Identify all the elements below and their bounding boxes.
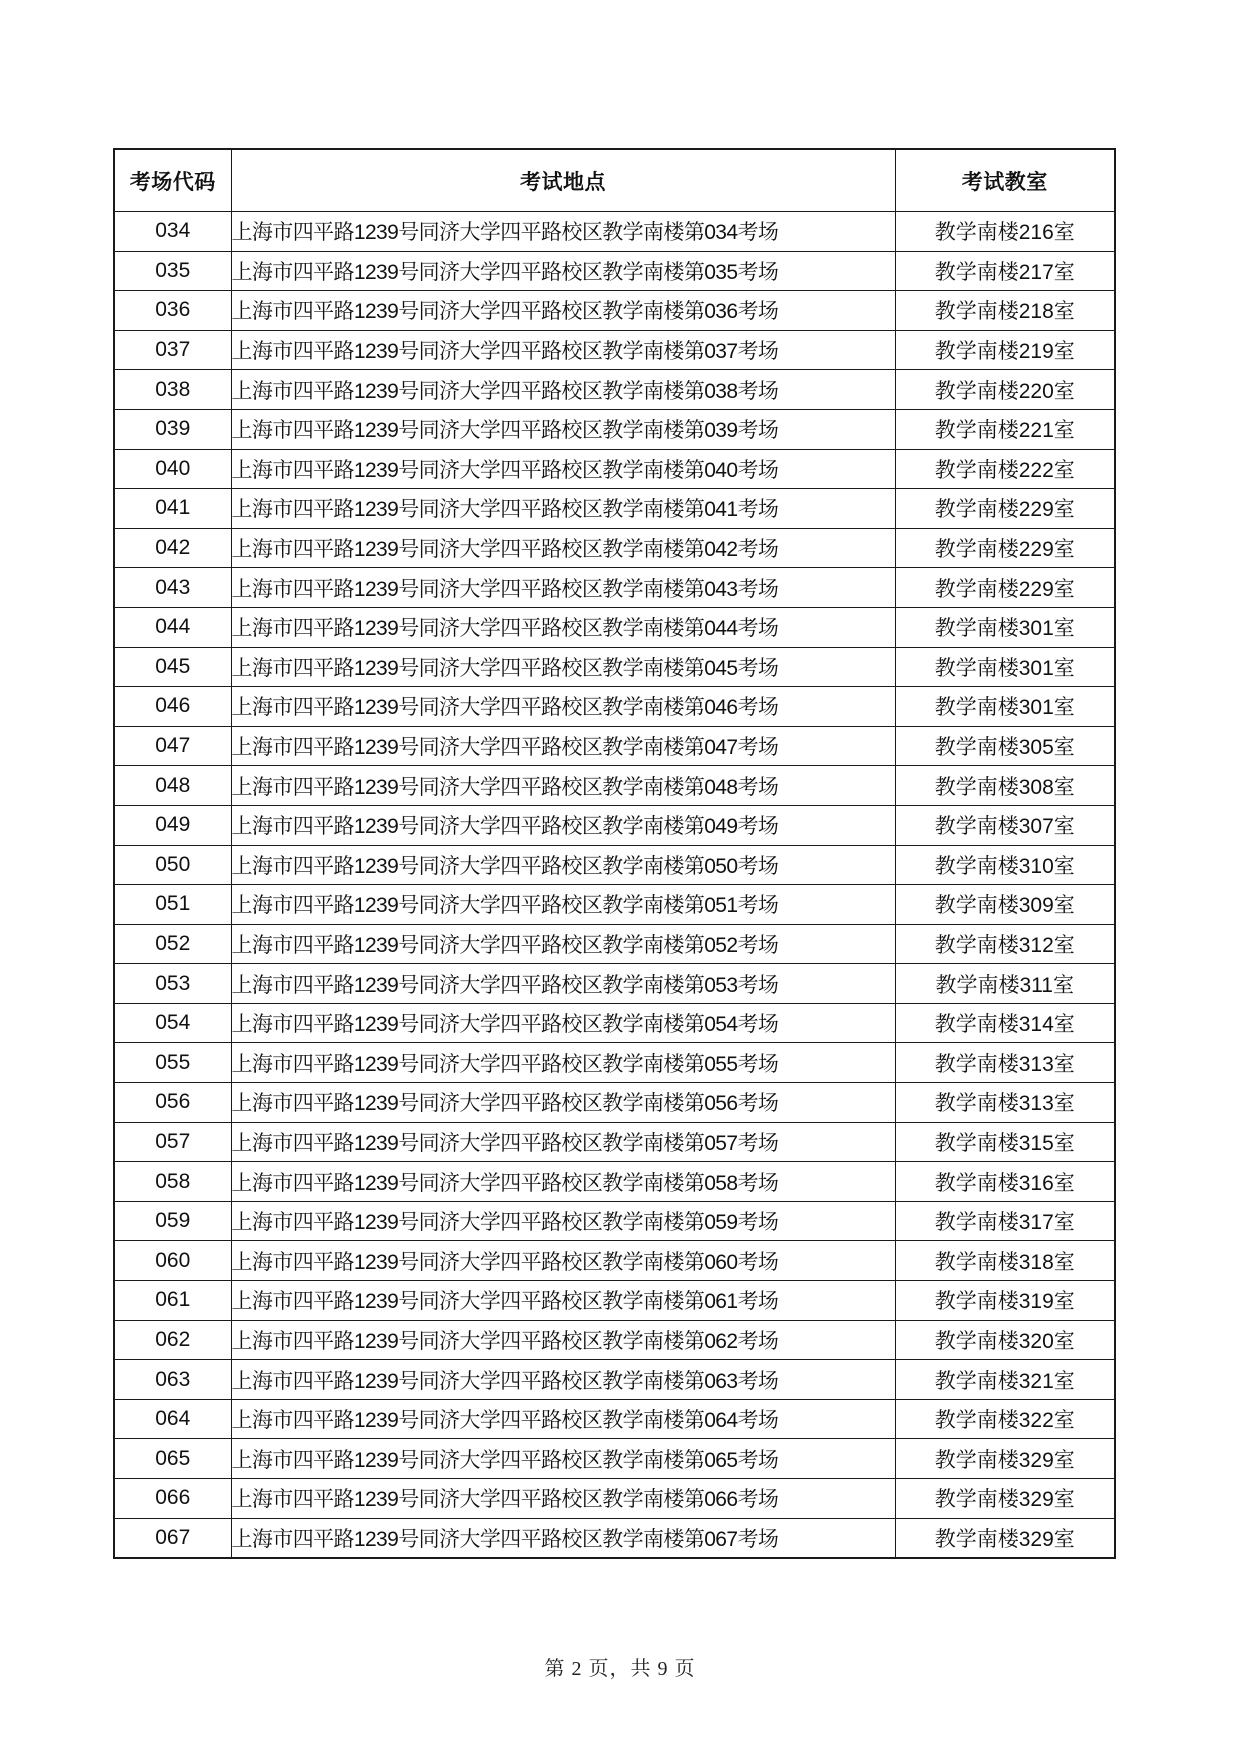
exam-code-cell: 040 [114,449,231,489]
table-row [114,726,1115,766]
exam-room-cell: 教学南楼329室 [895,1439,1115,1479]
exam-code-cell: 060 [114,1241,231,1281]
table-row [114,1241,1115,1281]
exam-location-cell: 上海市四平路1239号同济大学四平路校区教学南楼第035考场 [231,251,895,291]
exam-room-cell: 教学南楼309室 [895,885,1115,925]
table-row [114,766,1115,806]
exam-room-cell: 教学南楼222室 [895,449,1115,489]
exam-room-cell: 教学南楼312室 [895,924,1115,964]
exam-code-cell: 067 [114,1518,231,1558]
table-row [114,330,1115,370]
exam-room-cell: 教学南楼229室 [895,528,1115,568]
table-row [114,1201,1115,1241]
exam-location-cell: 上海市四平路1239号同济大学四平路校区教学南楼第038考场 [231,370,895,410]
exam-code-cell: 035 [114,251,231,291]
exam-room-cell: 教学南楼329室 [895,1479,1115,1519]
table-row [114,489,1115,529]
exam-code-cell: 056 [114,1083,231,1123]
exam-location-cell: 上海市四平路1239号同济大学四平路校区教学南楼第053考场 [231,964,895,1004]
table-row [114,1162,1115,1202]
exam-location-cell: 上海市四平路1239号同济大学四平路校区教学南楼第051考场 [231,885,895,925]
exam-code-cell: 045 [114,647,231,687]
exam-code-cell: 063 [114,1360,231,1400]
exam-room-cell: 教学南楼321室 [895,1360,1115,1400]
exam-room-cell: 教学南楼319室 [895,1281,1115,1321]
exam-code-cell: 061 [114,1281,231,1321]
table-row [114,1003,1115,1043]
exam-room-cell: 教学南楼307室 [895,805,1115,845]
header-exam-code: 考场代码 [114,149,231,212]
exam-location-cell: 上海市四平路1239号同济大学四平路校区教学南楼第054考场 [231,1003,895,1043]
table-row [114,1320,1115,1360]
exam-code-cell: 038 [114,370,231,410]
exam-room-cell: 教学南楼216室 [895,212,1115,252]
table-header-row [114,149,1115,212]
exam-code-cell: 064 [114,1399,231,1439]
exam-code-cell: 054 [114,1003,231,1043]
exam-room-cell: 教学南楼219室 [895,330,1115,370]
table-row [114,568,1115,608]
exam-location-cell: 上海市四平路1239号同济大学四平路校区教学南楼第037考场 [231,330,895,370]
exam-location-cell: 上海市四平路1239号同济大学四平路校区教学南楼第044考场 [231,607,895,647]
exam-location-cell: 上海市四平路1239号同济大学四平路校区教学南楼第052考场 [231,924,895,964]
exam-location-cell: 上海市四平路1239号同济大学四平路校区教学南楼第045考场 [231,647,895,687]
exam-code-cell: 057 [114,1122,231,1162]
exam-code-cell: 052 [114,924,231,964]
table-row [114,845,1115,885]
table-row [114,1281,1115,1321]
exam-location-cell: 上海市四平路1239号同济大学四平路校区教学南楼第047考场 [231,726,895,766]
exam-room-cell: 教学南楼322室 [895,1399,1115,1439]
table-row [114,924,1115,964]
table-row [114,291,1115,331]
exam-code-cell: 043 [114,568,231,608]
exam-location-cell: 上海市四平路1239号同济大学四平路校区教学南楼第062考场 [231,1320,895,1360]
exam-code-cell: 042 [114,528,231,568]
exam-room-cell: 教学南楼301室 [895,647,1115,687]
exam-room-cell: 教学南楼311室 [895,964,1115,1004]
table-row [114,1439,1115,1479]
exam-location-cell: 上海市四平路1239号同济大学四平路校区教学南楼第066考场 [231,1479,895,1519]
exam-location-cell: 上海市四平路1239号同济大学四平路校区教学南楼第050考场 [231,845,895,885]
table-body [114,212,1115,1559]
exam-location-cell: 上海市四平路1239号同济大学四平路校区教学南楼第067考场 [231,1518,895,1558]
exam-location-cell: 上海市四平路1239号同济大学四平路校区教学南楼第048考场 [231,766,895,806]
header-exam-location: 考试地点 [231,149,895,212]
table-row [114,1518,1115,1558]
table-row [114,687,1115,727]
exam-location-cell: 上海市四平路1239号同济大学四平路校区教学南楼第036考场 [231,291,895,331]
table-row [114,449,1115,489]
exam-room-cell: 教学南楼229室 [895,568,1115,608]
exam-location-cell: 上海市四平路1239号同济大学四平路校区教学南楼第041考场 [231,489,895,529]
exam-location-cell: 上海市四平路1239号同济大学四平路校区教学南楼第065考场 [231,1439,895,1479]
table-row [114,409,1115,449]
table-row [114,528,1115,568]
exam-location-cell: 上海市四平路1239号同济大学四平路校区教学南楼第056考场 [231,1083,895,1123]
table-row [114,885,1115,925]
exam-code-cell: 059 [114,1201,231,1241]
exam-code-cell: 048 [114,766,231,806]
exam-location-cell: 上海市四平路1239号同济大学四平路校区教学南楼第064考场 [231,1399,895,1439]
exam-code-cell: 046 [114,687,231,727]
exam-room-cell: 教学南楼301室 [895,687,1115,727]
exam-room-cell: 教学南楼305室 [895,726,1115,766]
exam-location-cell: 上海市四平路1239号同济大学四平路校区教学南楼第043考场 [231,568,895,608]
exam-location-cell: 上海市四平路1239号同济大学四平路校区教学南楼第049考场 [231,805,895,845]
exam-code-cell: 050 [114,845,231,885]
exam-room-cell: 教学南楼308室 [895,766,1115,806]
exam-room-cell: 教学南楼316室 [895,1162,1115,1202]
exam-room-cell: 教学南楼315室 [895,1122,1115,1162]
exam-code-cell: 034 [114,212,231,252]
exam-room-cell: 教学南楼310室 [895,845,1115,885]
exam-location-cell: 上海市四平路1239号同济大学四平路校区教学南楼第058考场 [231,1162,895,1202]
exam-location-cell: 上海市四平路1239号同济大学四平路校区教学南楼第042考场 [231,528,895,568]
exam-room-cell: 教学南楼301室 [895,607,1115,647]
table-row [114,1043,1115,1083]
table-row [114,607,1115,647]
table-row [114,1122,1115,1162]
exam-room-cell: 教学南楼314室 [895,1003,1115,1043]
exam-room-cell: 教学南楼221室 [895,409,1115,449]
exam-code-cell: 036 [114,291,231,331]
exam-room-cell: 教学南楼317室 [895,1201,1115,1241]
exam-room-cell: 教学南楼217室 [895,251,1115,291]
exam-room-cell: 教学南楼318室 [895,1241,1115,1281]
exam-location-cell: 上海市四平路1239号同济大学四平路校区教学南楼第060考场 [231,1241,895,1281]
exam-location-cell: 上海市四平路1239号同济大学四平路校区教学南楼第046考场 [231,687,895,727]
exam-location-cell: 上海市四平路1239号同济大学四平路校区教学南楼第063考场 [231,1360,895,1400]
table-row [114,251,1115,291]
table-row [114,805,1115,845]
exam-code-cell: 053 [114,964,231,1004]
table-row [114,1360,1115,1400]
exam-code-cell: 037 [114,330,231,370]
exam-room-cell: 教学南楼320室 [895,1320,1115,1360]
exam-code-cell: 049 [114,805,231,845]
header-exam-room: 考试教室 [895,149,1115,212]
exam-location-cell: 上海市四平路1239号同济大学四平路校区教学南楼第039考场 [231,409,895,449]
exam-location-cell: 上海市四平路1239号同济大学四平路校区教学南楼第034考场 [231,212,895,252]
exam-code-cell: 051 [114,885,231,925]
exam-code-cell: 062 [114,1320,231,1360]
table-row [114,1083,1115,1123]
exam-location-cell: 上海市四平路1239号同济大学四平路校区教学南楼第061考场 [231,1281,895,1321]
exam-room-cell: 教学南楼329室 [895,1518,1115,1558]
exam-code-cell: 066 [114,1479,231,1519]
exam-location-cell: 上海市四平路1239号同济大学四平路校区教学南楼第040考场 [231,449,895,489]
exam-room-cell: 教学南楼220室 [895,370,1115,410]
table-row [114,370,1115,410]
exam-code-cell: 065 [114,1439,231,1479]
table-row [114,647,1115,687]
table-row [114,1399,1115,1439]
exam-location-cell: 上海市四平路1239号同济大学四平路校区教学南楼第055考场 [231,1043,895,1083]
exam-location-cell: 上海市四平路1239号同济大学四平路校区教学南楼第057考场 [231,1122,895,1162]
table-row [114,1479,1115,1519]
exam-code-cell: 055 [114,1043,231,1083]
exam-room-cell: 教学南楼313室 [895,1043,1115,1083]
exam-code-cell: 041 [114,489,231,529]
exam-code-cell: 039 [114,409,231,449]
exam-code-cell: 044 [114,607,231,647]
exam-venue-table [113,148,1116,1559]
exam-room-cell: 教学南楼218室 [895,291,1115,331]
page-indicator: 第 2 页，共 9 页 [544,1658,696,1680]
exam-code-cell: 058 [114,1162,231,1202]
table-row [114,212,1115,252]
table-row [114,964,1115,1004]
exam-location-cell: 上海市四平路1239号同济大学四平路校区教学南楼第059考场 [231,1201,895,1241]
exam-room-cell: 教学南楼313室 [895,1083,1115,1123]
exam-room-cell: 教学南楼229室 [895,489,1115,529]
exam-code-cell: 047 [114,726,231,766]
